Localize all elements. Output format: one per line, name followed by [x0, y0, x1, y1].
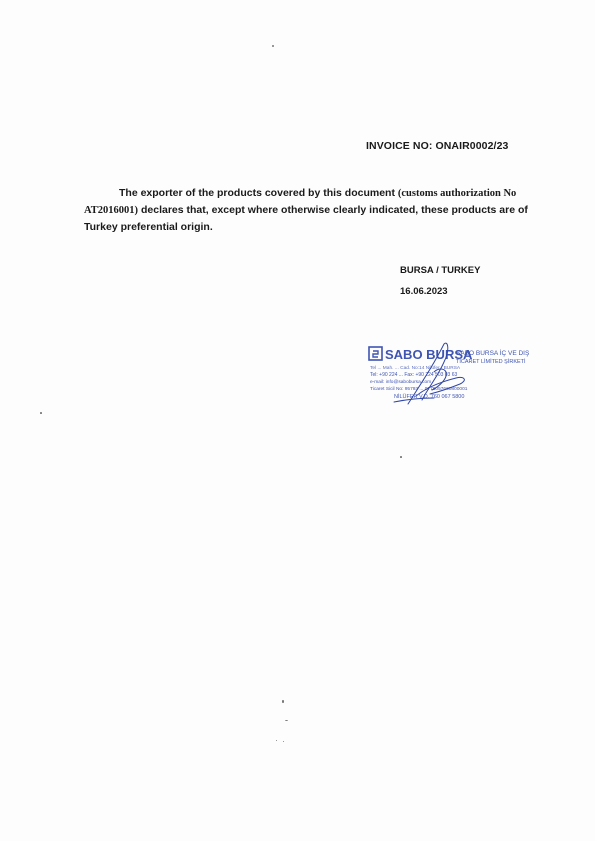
invoice-number: INVOICE NO: ONAIR0002/23 — [366, 140, 509, 152]
declaration-line-3: Turkey preferential origin. — [84, 221, 213, 233]
declaration-line-2-text: declares that, except where otherwise clearly indicated, these products are of — [140, 204, 528, 216]
scan-speck — [272, 45, 274, 47]
stamp-registry-line: Ticaret Sicil No: 95793 ... 0776057660800001 — [370, 387, 468, 392]
scan-speck — [285, 720, 288, 721]
stamp-graphic — [364, 342, 534, 410]
scan-speck — [283, 741, 284, 742]
stamp-company-line-2: TİCARET LİMİTED ŞİRKETİ — [456, 359, 526, 365]
origin-declaration — [84, 185, 549, 236]
stamp-brand: SABO BURSA — [385, 347, 473, 362]
declaration-line-2 — [84, 202, 549, 219]
stamp-company-line-1: SABO BURSA İÇ VE DIŞ — [456, 350, 530, 357]
stamp-email-line: e-mail: info@sabobursa.com — [370, 380, 432, 385]
scan-speck — [40, 412, 42, 414]
scan-speck — [276, 740, 277, 741]
scan-speck — [282, 700, 284, 703]
company-stamp-with-signature — [364, 342, 534, 410]
place-of-issue: BURSA / TURKEY — [400, 265, 481, 276]
scan-speck — [400, 456, 402, 458]
declaration-line-2-serif: AT2016001) — [84, 205, 139, 216]
declaration-line-1 — [84, 185, 549, 202]
stamp-phone-line: Tel: +90 224 ... Fax: +90 224 503 03 63 — [370, 372, 458, 378]
stamp-tax-office-line: NİLÜFER V.D. 760 067 5800 — [394, 394, 465, 400]
declaration-line-1-text: The exporter of the products covered by this document — [119, 187, 395, 199]
declaration-line-1-serif: (customs authorization No — [397, 188, 517, 199]
issue-date: 16.06.2023 — [400, 286, 448, 297]
stamp-address-line: Tel ... Mah. ... Cad. No:14 Nilüfer / BURSA — [370, 366, 461, 371]
